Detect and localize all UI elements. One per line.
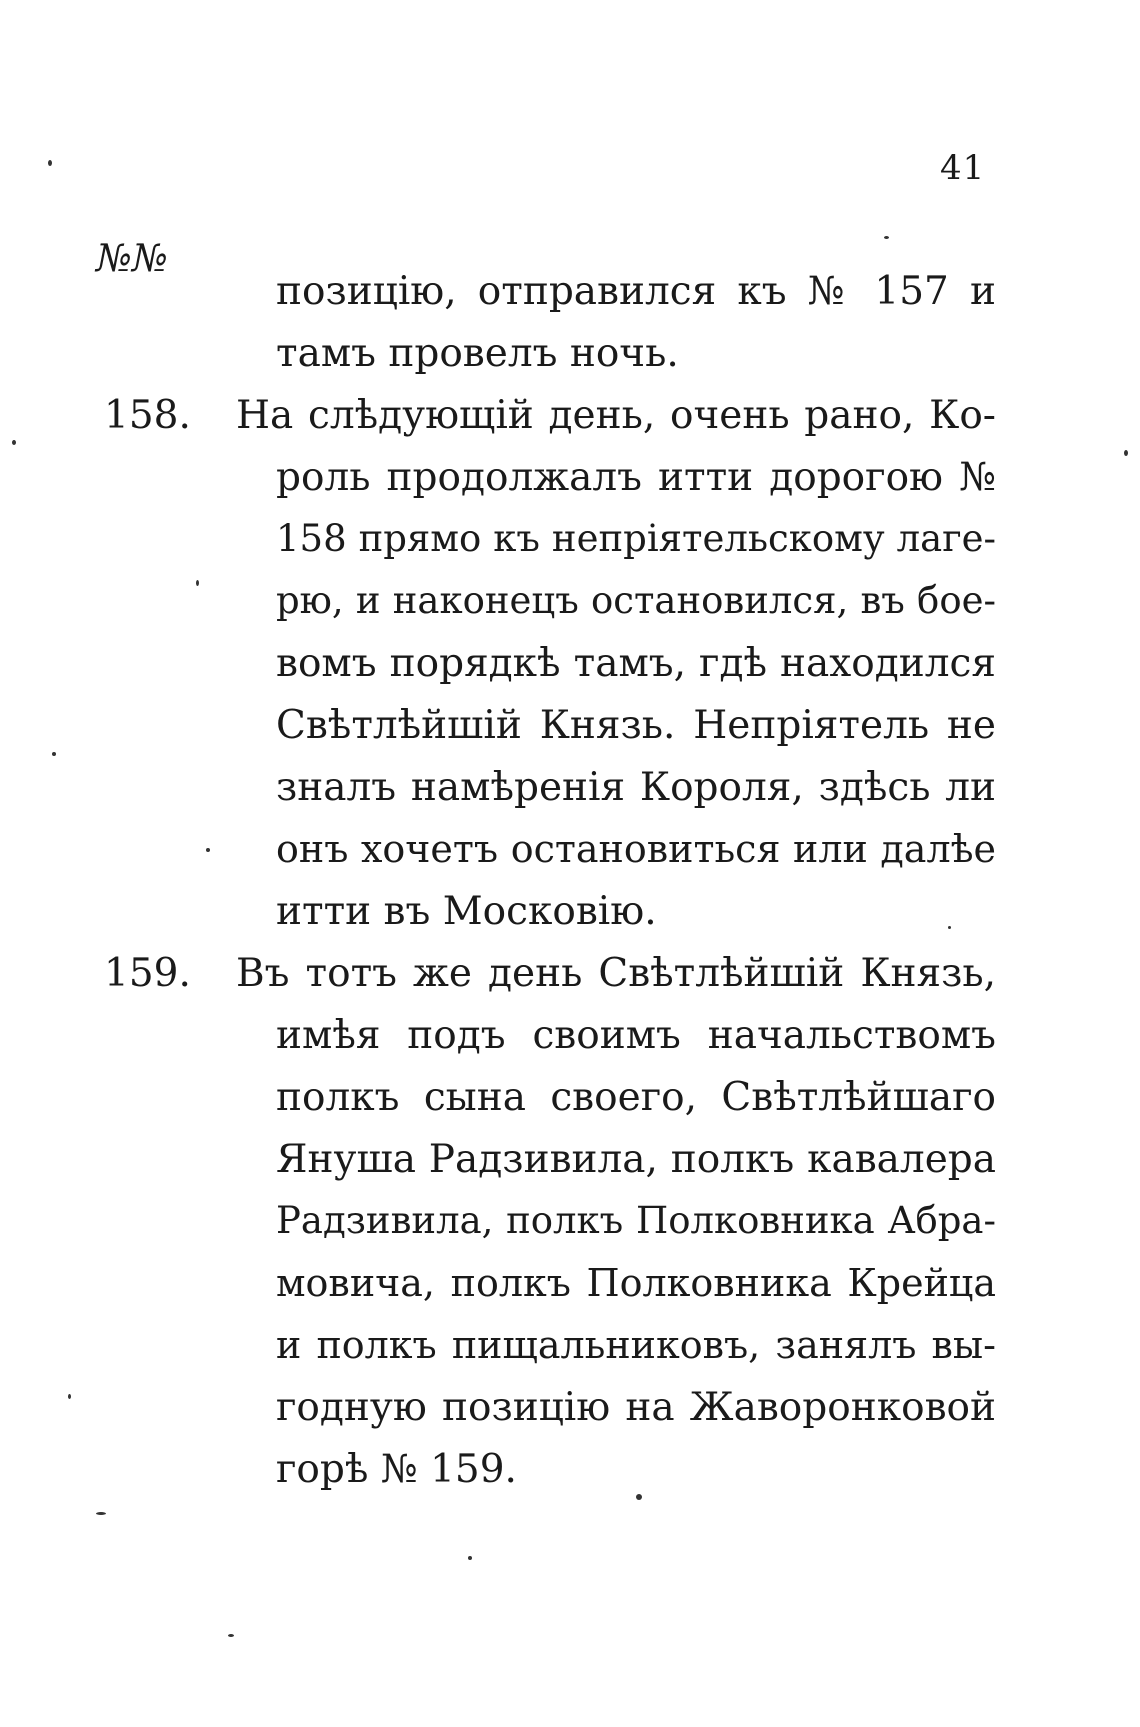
text-line: годную позицію на Жаворонковой: [276, 1385, 996, 1430]
scan-speck: [96, 1512, 106, 1515]
text-line: зналъ намѣренія Короля, здѣсь ли: [276, 765, 996, 810]
scan-speck: [468, 1556, 472, 1560]
scan-speck: [68, 1394, 71, 1399]
text-line: позицію, отправился къ № 157 и: [276, 269, 996, 314]
text-line: мовича, полкъ Полковника Крейца: [276, 1261, 996, 1305]
text-line: вомъ порядкѣ тамъ, гдѣ находился: [276, 641, 996, 686]
paragraph-number: 159.: [104, 951, 191, 996]
text-line: 158 прямо къ непріятельскому лаге-: [276, 517, 996, 560]
text-line: Радзивила, полкъ Полковника Абра-: [276, 1199, 996, 1242]
text-line: Свѣтлѣйшій Князь. Непріятель не: [276, 703, 996, 748]
scan-speck: [884, 236, 889, 239]
text-line: онъ хочетъ остановиться или далѣе: [276, 827, 996, 871]
text-line: рю, и наконецъ остановился, въ бое-: [276, 579, 996, 622]
text-line: имѣя подъ своимъ начальствомъ: [276, 1013, 996, 1058]
paragraph-number: 158.: [104, 393, 191, 438]
scan-speck: [52, 752, 56, 756]
text-line: тамъ провелъ ночь.: [276, 331, 679, 376]
page-number: 41: [940, 148, 986, 188]
text-line: и полкъ пищальниковъ, занялъ вы-: [276, 1323, 996, 1367]
scan-speck: [636, 1494, 642, 1500]
scan-speck: [196, 580, 199, 586]
scan-speck: [12, 440, 16, 445]
margin-header: №№: [96, 236, 168, 280]
text-line: На слѣдующій день, очень рано, Ко-: [236, 393, 996, 438]
text-line: итти въ Московію.: [276, 889, 657, 934]
text-line: горѣ № 159.: [276, 1447, 517, 1492]
text-line: Въ тотъ же день Свѣтлѣйшій Князь,: [236, 951, 996, 996]
text-line: роль продолжалъ итти дорогою №: [276, 455, 996, 500]
scan-speck: [948, 926, 951, 929]
text-line: Януша Радзивила, полкъ кавалера: [276, 1137, 996, 1182]
scan-speck: [1124, 450, 1128, 456]
scan-speck: [228, 1634, 234, 1637]
text-line: полкъ сына своего, Свѣтлѣйшаго: [276, 1075, 996, 1120]
scan-speck: [48, 160, 52, 166]
scan-speck: [206, 848, 210, 852]
